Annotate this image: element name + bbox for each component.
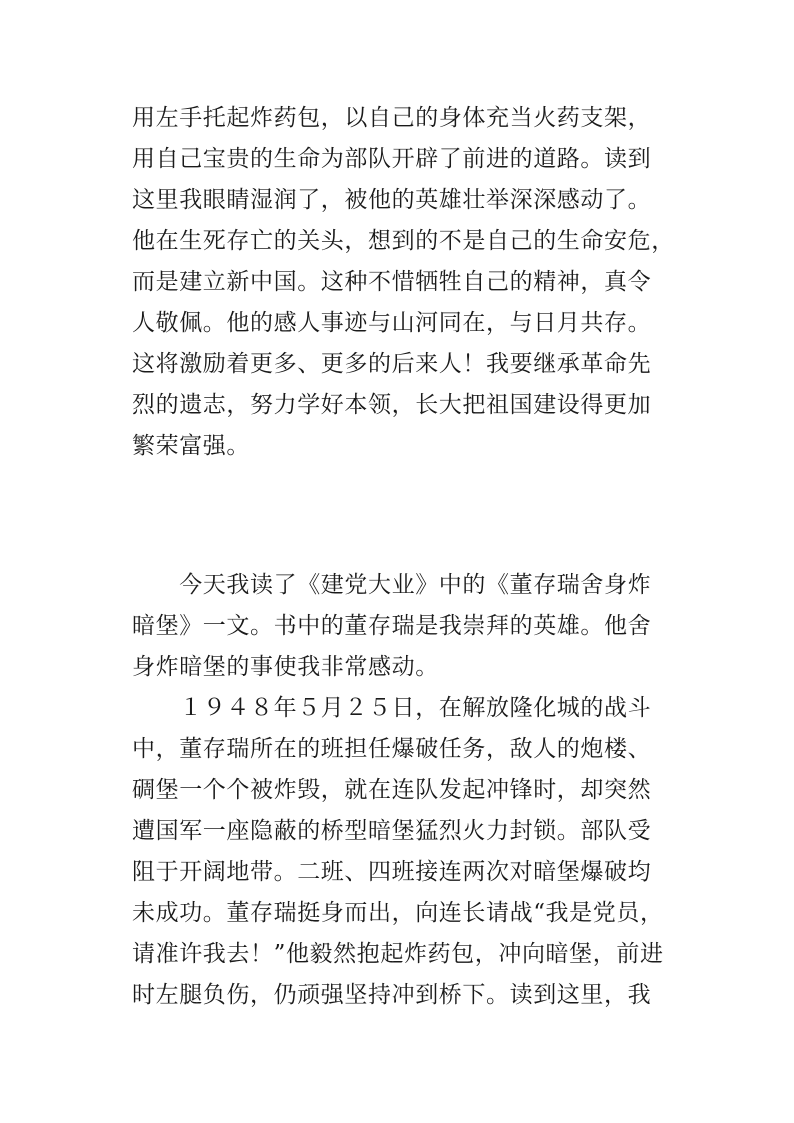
text-line: 人敬佩。他的感人事迹与山河同在，与日月共存。 [132,310,652,336]
text-line: 遭国军一座隐蔽的桥型暗堡猛烈火力封锁。部队受 [132,818,652,844]
text-line: 繁荣富强。 [132,433,250,459]
text-line: 用自己宝贵的生命为部队开辟了前进的道路。读到 [132,146,652,172]
text-line: 阻于开阔地带。二班、四班接连两次对暗堡爆破均 [132,859,652,885]
text-line: 今天我读了《建党大业》中的《董存瑞舍身炸 [132,572,652,598]
text-line: 未成功。董存瑞挺身而出，向连长请战“我是党员， [132,900,664,926]
text-line: 烈的遗志，努力学好本领，长大把祖国建设得更加 [132,392,652,418]
text-line: 碉堡一个个被炸毁，就在连队发起冲锋时，却突然 [132,777,652,803]
text-line: 而是建立新中国。这种不惜牺牲自己的精神，真令 [132,269,652,295]
text-line: １９４８年５月２５日，在解放隆化城的战斗 [132,695,652,721]
text-line: 中，董存瑞所在的班担任爆破任务，敌人的炮楼、 [132,736,652,762]
text-line: 身炸暗堡的事使我非常感动。 [132,654,439,680]
text-line: 请准许我去！”他毅然抱起炸药包，冲向暗堡，前进 [132,941,664,967]
text-line: 这里我眼睛湿润了，被他的英雄壮举深深感动了。 [132,187,652,213]
text-line: 时左腿负伤，仍顽强坚持冲到桥下。读到这里，我 [132,982,652,1008]
text-line: 暗堡》一文。书中的董存瑞是我崇拜的英雄。他舍 [132,613,652,639]
text-line: 这将激励着更多、更多的后来人！我要继承革命先 [132,351,652,377]
text-line: 他在生死存亡的关头，想到的不是自己的生命安危， [132,228,675,254]
text-line: 用左手托起炸药包，以自己的身体充当火药支架， [132,105,652,131]
